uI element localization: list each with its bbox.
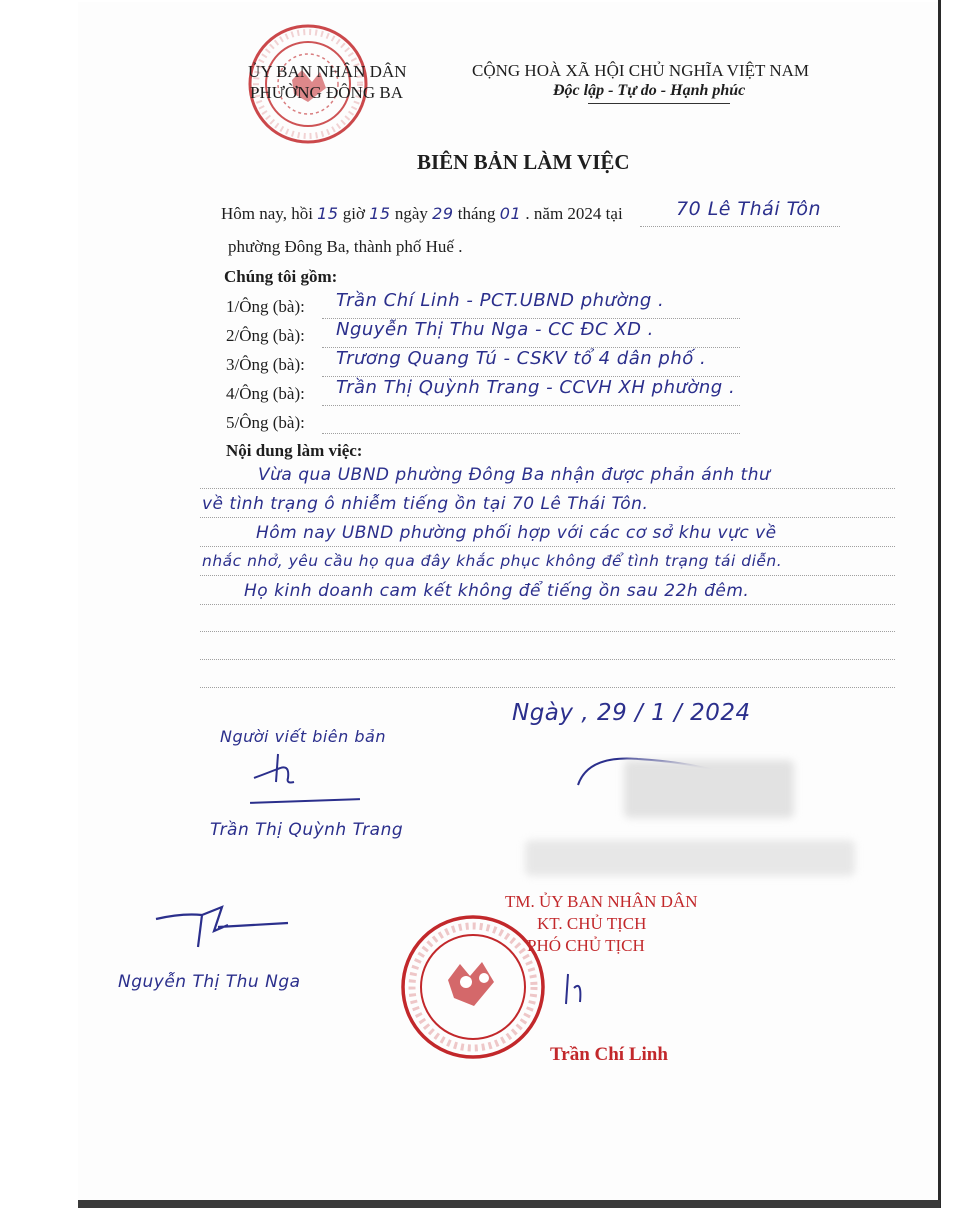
second-signer-name: Nguyễn Thị Thu Nga — [118, 972, 301, 992]
content-line-3: Hôm nay UBND phường phối hợp với các cơ sở khu vực về — [256, 523, 777, 543]
intro-dotline — [640, 226, 840, 227]
intro-month: 01 — [499, 204, 522, 223]
content-line-4: nhắc nhở, yêu cầu họ qua đây khắc phục không để tình trạng tái diễn. — [202, 552, 783, 570]
right-block-line1: TM. ỦY BAN NHÂN DÂN — [505, 892, 698, 911]
chairman-signature-icon — [562, 968, 602, 1008]
header-underline — [588, 103, 730, 104]
page-right-edge — [938, 0, 941, 1208]
content-dotline-5 — [200, 604, 895, 605]
right-block-line2: KT. CHỦ TỊCH — [537, 914, 647, 933]
participant-3-label: 3/Ông (bà): — [226, 355, 305, 374]
content-line-5: Họ kinh doanh cam kết không để tiếng ồn sau 22h đêm. — [244, 581, 750, 601]
bottom-official-stamp — [398, 912, 548, 1062]
header-left-line1: ỦY BAN NHÂN DÂN — [248, 62, 407, 81]
content-line-2: về tình trạng ô nhiễm tiếng ồn tại 70 Lê Thái Tôn. — [202, 494, 649, 514]
right-block-line3: PHÓ CHỦ TỊCH — [527, 936, 645, 955]
participant-2-value: Nguyễn Thị Thu Nga - CC ĐC XD . — [336, 319, 654, 340]
participant-5-label: 5/Ông (bà): — [226, 413, 305, 432]
participant-4-value: Trần Thị Quỳnh Trang - CCVH XH phường . — [336, 377, 736, 398]
intro-minute: 15 — [369, 204, 391, 223]
intro-hour: 15 — [317, 204, 339, 223]
signing-date: Ngày , 29 / 1 / 2024 — [512, 700, 751, 726]
intro-place: 70 Lê Thái Tôn — [676, 198, 822, 220]
header-left-line2: PHƯỜNG ĐÔNG BA — [250, 83, 403, 102]
participant-4-label: 4/Ông (bà): — [226, 384, 305, 403]
participant-4-dotline — [322, 405, 740, 406]
participant-2-label: 2/Ông (bà): — [226, 326, 305, 345]
participant-1-value: Trần Chí Linh - PCT.UBND phường . — [336, 290, 665, 311]
intro-line2: phường Đông Ba, thành phố Huế . — [228, 237, 463, 256]
content-dotline-2 — [200, 517, 895, 518]
intro-ngay: ngày — [394, 204, 428, 223]
content-heading: Nội dung làm việc: — [226, 441, 363, 460]
chairman-name: Trần Chí Linh — [550, 1044, 668, 1065]
redacted-area-2 — [525, 840, 855, 876]
header-right-line1: CỘNG HOÀ XÃ HỘI CHỦ NGHĨA VIỆT NAM — [472, 61, 810, 80]
page-bottom-edge — [78, 1200, 940, 1208]
recorder-name: Trần Thị Quỳnh Trang — [210, 820, 404, 840]
redacted-area-1 — [624, 760, 794, 818]
intro-day: 29 — [432, 204, 454, 223]
second-signature-icon — [152, 905, 292, 951]
recorder-label: Người viết biên bản — [220, 727, 386, 746]
content-dotline-8 — [200, 687, 895, 688]
intro-prefix: Hôm nay, hồi — [221, 204, 313, 223]
content-dotline-3 — [200, 546, 895, 547]
participant-5-dotline — [322, 433, 740, 434]
content-dotline-6 — [200, 631, 895, 632]
participant-1-label: 1/Ông (bà): — [226, 297, 305, 316]
participant-3-value: Trương Quang Tú - CSKV tổ 4 dân phố . — [336, 348, 707, 369]
intro-thang: tháng — [457, 204, 496, 223]
content-dotline-7 — [200, 659, 895, 660]
content-dotline-1 — [200, 488, 895, 489]
recorder-signature-icon — [250, 748, 310, 788]
intro-line — [221, 204, 623, 224]
content-dotline-4 — [200, 575, 895, 576]
header-right-line2: Độc lập - Tự do - Hạnh phúc — [553, 82, 746, 99]
content-line-1: Vừa qua UBND phường Đông Ba nhận được phản ánh thư — [258, 465, 771, 485]
participants-heading: Chúng tôi gồm: — [224, 267, 338, 286]
page-title: BIÊN BẢN LÀM VIỆC — [417, 150, 630, 174]
intro-gio: giờ — [342, 204, 365, 223]
intro-nam: . năm 2024 tại — [525, 204, 623, 223]
